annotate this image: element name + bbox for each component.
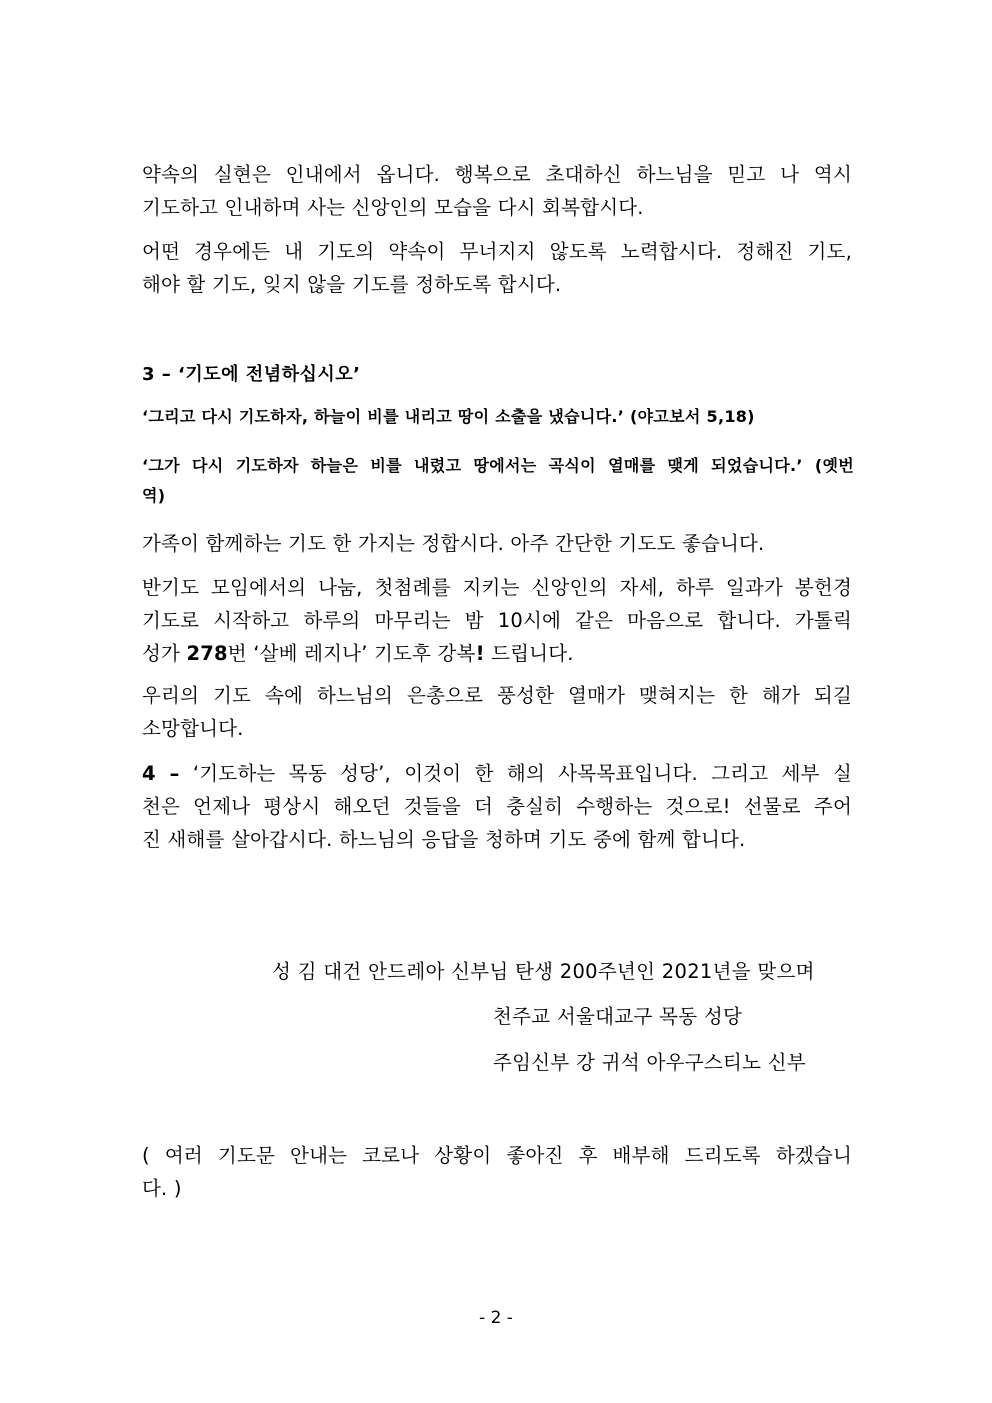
paragraph-line — [142, 757, 852, 790]
paragraph-pastoral-goal — [142, 757, 852, 856]
paragraph-line: 기도하고 인내하며 사는 신앙인의 모습을 다시 회복합시다. — [142, 196, 644, 219]
paragraph-line: 가족이 함께하는 기도 한 가지는 정합시다. 아주 간단한 기도도 좋습니다. — [142, 532, 765, 555]
paragraph-line: 기도로 시작하고 하루의 마무리는 밤 10시에 같은 마음으로 합니다. 가톨릭 — [142, 609, 852, 632]
quote-line: 역) — [142, 486, 166, 505]
note-line: ( 여러 기도문 안내는 코로나 상황이 좋아진 후 배부해 드리도록 하겠습니 — [142, 1144, 852, 1167]
paragraph-line: 반기도 모임에서의 나눔, 첫첨례를 지키는 신앙인의 자세, 하루 일과가 봉헌경 — [142, 576, 852, 599]
paragraph-group-prayer — [142, 571, 852, 670]
exclamation: ! — [475, 642, 485, 665]
scripture-quote-old-translation — [142, 451, 854, 511]
signature-occasion: 성 김 대건 안드레아 신부님 탄생 200주년인 2021년을 맞으며 — [272, 960, 815, 983]
section-3-heading: 3 – ‘기도에 전념하십시오’ — [142, 364, 361, 385]
paragraph-line: 우리의 기도 속에 하느님의 은총으로 풍성한 열매가 맺혀지는 한 해가 되길 — [142, 684, 852, 707]
text-fragment: ‘기도하는 목동 성당’, 이것이 한 해의 사목목표입니다. 그리고 세부 실 — [179, 762, 852, 785]
signature-pastor: 주임신부 강 귀석 아우구스티노 신부 — [493, 1051, 807, 1074]
text-fragment: 드립니다. — [484, 642, 574, 665]
hymn-number: 278 — [186, 642, 228, 665]
paragraph-line: 진 새해를 살아갑시다. 하느님의 응답을 청하며 기도 중에 함께 합니다. — [142, 828, 746, 851]
text-fragment: 성가 — [142, 642, 187, 665]
paragraph-line: 약속의 실현은 인내에서 옵니다. 행복으로 초대하신 하느님을 믿고 나 역시 — [142, 163, 852, 186]
paragraph-promise — [142, 235, 852, 301]
closing-note — [142, 1139, 852, 1205]
paragraph-hope — [142, 679, 852, 745]
note-line: 다. ) — [142, 1177, 182, 1200]
paragraph-family-prayer — [142, 527, 852, 560]
signature-parish: 천주교 서울대교구 목동 성당 — [493, 1005, 743, 1028]
page-number: - 2 - — [479, 1308, 513, 1328]
scripture-quote-james: ‘그리고 다시 기도하자, 하늘이 비를 내리고 땅이 소출을 냈습니다.’ (야고보서 5,18) — [142, 407, 755, 426]
paragraph-line: 어떤 경우에든 내 기도의 약속이 무너지지 않도록 노력합시다. 정해진 기도, — [142, 240, 852, 263]
paragraph-line: 천은 언제나 평상시 해오던 것들을 더 충실히 수행하는 것으로! 선물로 주어 — [142, 795, 852, 818]
paragraph-line: 해야 할 기도, 잊지 않을 기도를 정하도록 합시다. — [142, 273, 562, 296]
paragraph-line — [142, 637, 852, 670]
paragraph-line: 소망합니다. — [142, 717, 244, 740]
quote-line: ‘그가 다시 기도하자 하늘은 비를 내렸고 땅에서는 곡식이 열매를 맺게 되었습니다.’ (옛번 — [142, 456, 854, 475]
section-4-number: 4 – — [142, 762, 180, 785]
paragraph-patience — [142, 158, 852, 224]
text-fragment: 번 ‘살베 레지나’ 기도후 강복 — [227, 642, 476, 665]
